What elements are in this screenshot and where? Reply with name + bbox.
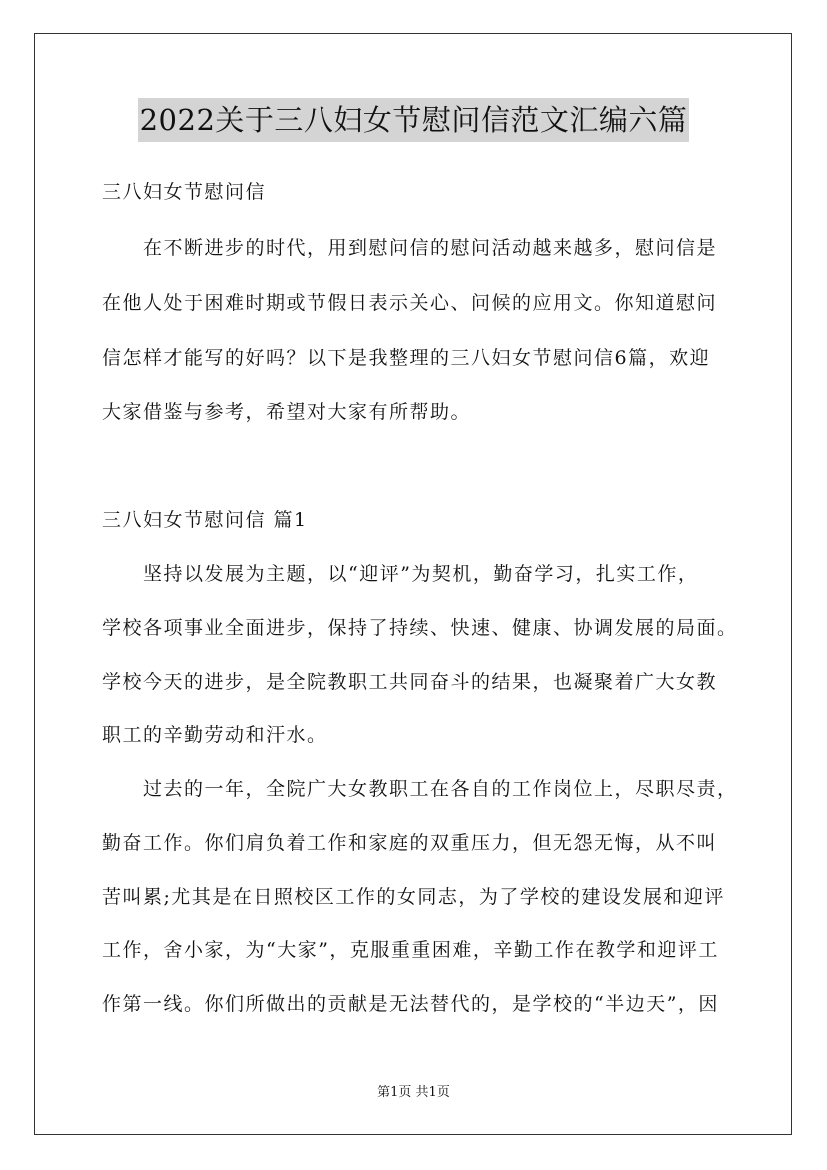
intro-line: 大家借鉴与参考，希望对大家有所帮助。 <box>102 401 472 423</box>
paragraph-line: 工作，舍小家，为“大家”，克服重重困难，辛勤工作在教学和迎评工 <box>102 939 719 961</box>
paragraph-line: 苦叫累;尤其是在日照校区工作的女同志，为了学校的建设发展和迎评 <box>102 886 725 908</box>
paragraph-line: 坚持以发展为主题，以“迎评”为契机，勤奋学习，扎实工作， <box>143 563 699 585</box>
title-container <box>0 98 827 142</box>
document-heading: 三八妇女节慰问信 <box>102 181 267 203</box>
paragraph-line: 作第一线。你们所做出的贡献是无法替代的，是学校的“半边天”，因 <box>102 993 719 1015</box>
page-footer: 第1页 共1页 <box>377 1085 450 1100</box>
intro-line: 在不断进步的时代，用到慰问信的慰问活动越来越多，慰问信是 <box>143 237 718 259</box>
paragraph-line: 职工的辛勤劳动和汗水。 <box>102 724 328 746</box>
paragraph-line: 勤奋工作。你们肩负着工作和家庭的双重压力，但无怨无悔，从不叫 <box>102 832 718 854</box>
intro-line: 在他人处于困难时期或节假日表示关心、问候的应用文。你知道慰问 <box>102 292 718 314</box>
document-title: 2022关于三八妇女节慰问信范文汇编六篇 <box>138 98 690 142</box>
intro-line: 信怎样才能写的好吗？以下是我整理的三八妇女节慰问信6篇，欢迎 <box>102 347 711 369</box>
paragraph-line: 过去的一年，全院广大女教职工在各自的工作岗位上，尽职尽责， <box>143 778 738 800</box>
section-heading: 三八妇女节慰问信 篇1 <box>102 509 308 531</box>
paragraph-line: 学校今天的进步，是全院教职工共同奋斗的结果，也凝聚着广大女教 <box>102 671 718 693</box>
paragraph-line: 学校各项事业全面进步，保持了持续、快速、健康、协调发展的局面。 <box>102 617 738 639</box>
